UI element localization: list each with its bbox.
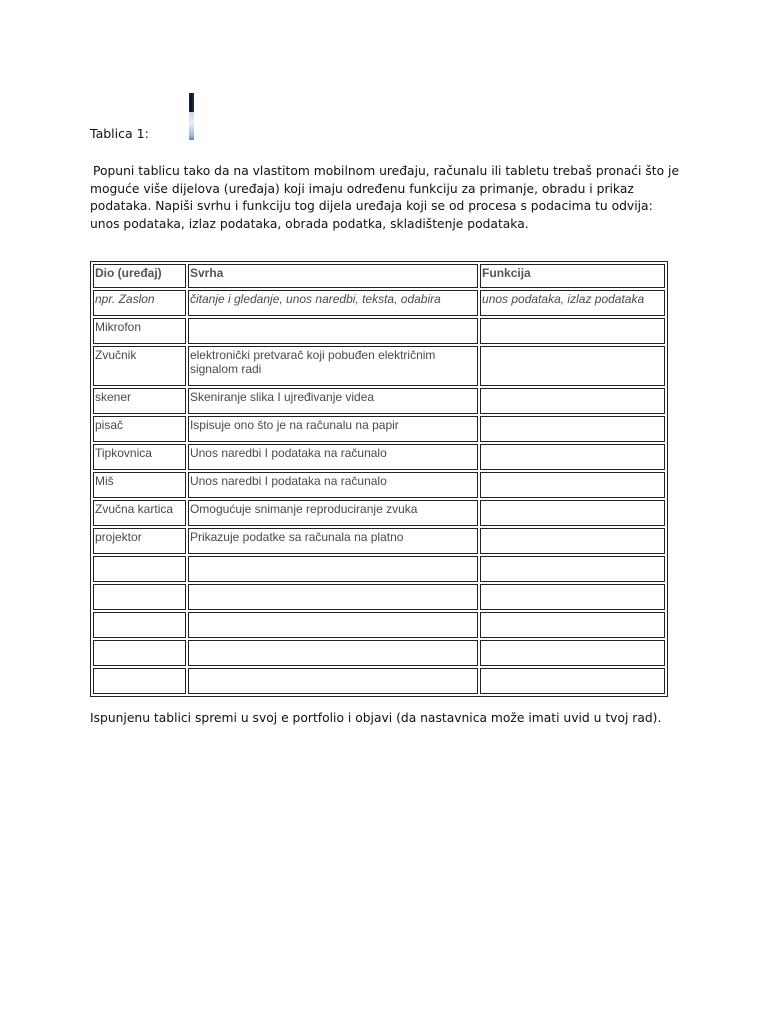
cell-device [93, 556, 186, 582]
table-row [93, 612, 665, 638]
cell-device: Zvučna kartica [93, 500, 186, 526]
cell-purpose [188, 556, 478, 582]
cell-device [93, 668, 186, 694]
table-row [93, 668, 665, 694]
cell-function [480, 528, 665, 554]
cell-function [480, 444, 665, 470]
cell-device [93, 612, 186, 638]
embedded-image-fragment [189, 93, 194, 140]
table-row [93, 444, 665, 470]
cell-function [480, 640, 665, 666]
table-row [93, 416, 665, 442]
cell-device: Tipkovnica [93, 444, 186, 470]
cell-device [93, 640, 186, 666]
table-caption: Tablica 1: [90, 126, 149, 141]
table-row [93, 584, 665, 610]
table-header-row [93, 264, 665, 288]
cell-device: Zvučnik [93, 346, 186, 386]
cell-function [480, 612, 665, 638]
cell-device: Mikrofon [93, 318, 186, 344]
table-row [93, 472, 665, 498]
header-cell-function: Funkcija [480, 264, 665, 288]
cell-purpose [188, 612, 478, 638]
instructions-paragraph: Popuni tablicu tako da na vlastitom mobilnom uređaju, računalu ili tabletu trebaš pronaći što je moguće više dijelova (uređaja) koji imaju određenu funkciju za primanje, obradu i prikaz podataka. Napiši svrhu i funkciju tog dijela uređaja koji se od procesa s podacima tu odvija: unos podataka, izlaz podataka, obrada podatka, skladištenje podataka. [90, 164, 680, 231]
cell-purpose: Omogućuje snimanje reproduciranje zvuka [188, 500, 478, 526]
cell-purpose: Ispisuje ono što je na računalu na papir [188, 416, 478, 442]
cell-function [480, 346, 665, 386]
table-row [93, 528, 665, 554]
cell-function: unos podataka, izlaz podataka [480, 290, 665, 316]
cell-function [480, 584, 665, 610]
cell-function [480, 416, 665, 442]
cell-function [480, 668, 665, 694]
cell-purpose [188, 584, 478, 610]
cell-function [480, 472, 665, 498]
cell-function [480, 388, 665, 414]
cell-purpose: čitanje i gledanje, unos naredbi, teksta, odabira [188, 290, 478, 316]
cell-purpose: elektronički pretvarač koji pobuđen električnim signalom radi [188, 346, 478, 386]
cell-device: projektor [93, 528, 186, 554]
image-light-segment [189, 112, 194, 140]
header-cell-device: Dio (uređaj) [93, 264, 186, 288]
cell-purpose [188, 640, 478, 666]
cell-device: pisač [93, 416, 186, 442]
table-row [93, 388, 665, 414]
cell-purpose: Unos naredbi I podataka na računalo [188, 472, 478, 498]
table-row [93, 556, 665, 582]
cell-device: npr. Zaslon [93, 290, 186, 316]
cell-purpose: Unos naredbi I podataka na računalo [188, 444, 478, 470]
cell-purpose: Skeniranje slika I ujređivanje videa [188, 388, 478, 414]
table-row [93, 290, 665, 316]
cell-device: Miš [93, 472, 186, 498]
table-row [93, 318, 665, 344]
cell-function [480, 556, 665, 582]
cell-function [480, 500, 665, 526]
devices-table [90, 261, 668, 697]
header-cell-purpose: Svrha [188, 264, 478, 288]
cell-device: skener [93, 388, 186, 414]
table-row [93, 346, 665, 386]
cell-device [93, 584, 186, 610]
table-row [93, 500, 665, 526]
footer-instruction: Ispunjenu tablici spremi u svoj e portfolio i objavi (da nastavnica može imati uvid u tvoj rad). [90, 711, 662, 725]
cell-purpose: Prikazuje podatke sa računala na platno [188, 528, 478, 554]
cell-function [480, 318, 665, 344]
cell-purpose [188, 668, 478, 694]
table-row [93, 640, 665, 666]
cell-purpose [188, 318, 478, 344]
image-dark-segment [189, 93, 194, 112]
